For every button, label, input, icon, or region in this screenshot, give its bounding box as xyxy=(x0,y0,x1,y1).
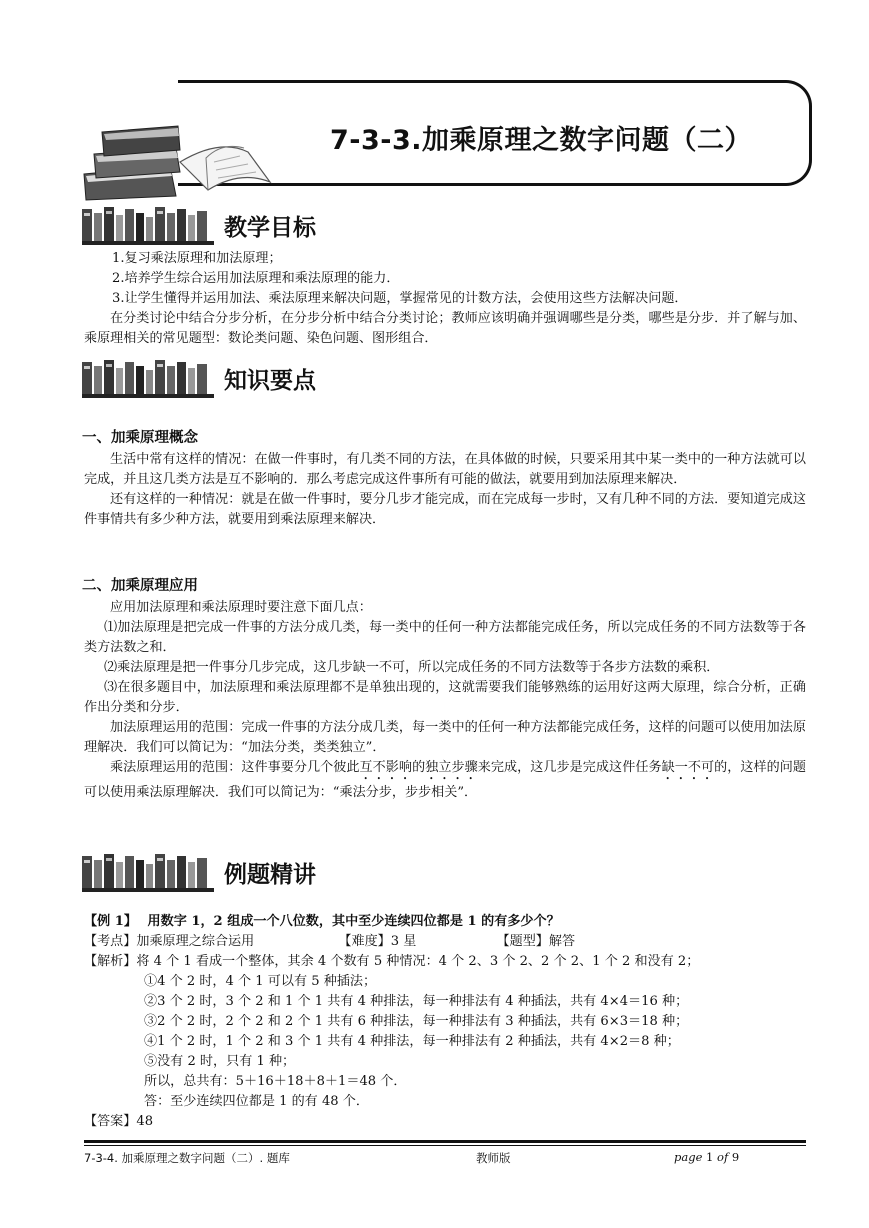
bookshelf-icon xyxy=(82,852,214,892)
page-total: 9 xyxy=(731,1150,740,1164)
meta-value: 加乘原理之综合运用 xyxy=(136,934,255,949)
part2-point: ⑴加法原理是把完成一件事的方法分成几类，每一类中的任何一种方法都能完成任务，所以完成任务的不同方法数等于各类方法数之和． xyxy=(84,620,806,655)
answer-line xyxy=(84,1112,153,1132)
part1-body xyxy=(84,450,806,530)
section-goals-title: 教学目标 xyxy=(224,215,316,241)
goals-note: 在分类讨论中结合分步分析，在分步分析中结合分类讨论；教师应该明确并强调哪些是分类，哪些是分步．并了解与加、乘原理相关的常见题型：数论类问题、染色问题、图形组合． xyxy=(84,311,806,346)
part1-para: 生活中常有这样的情况：在做一件事时，有几类不同的方法，在具体做的时候，只要采用其中某一类中的一种方法就可以完成，并且这几类方法是互不影响的．那么考虑完成这件事所有可能的做法，就要用到加法原理来解决． xyxy=(84,452,806,487)
example-question-text: 用数字 1，2 组成一个八位数，其中至少连续四位都是 1 的有多少个？ xyxy=(147,914,560,929)
example-tag: 【例 1】 xyxy=(84,914,137,929)
section-knowledge-header xyxy=(82,358,482,398)
mul-principle-range xyxy=(84,758,806,803)
mul-range-text: 乘法原理运用的范围：这件事要分几个彼此 xyxy=(110,760,360,775)
solution-line: ③2 个 2 时，2 个 2 和 2 个 1 共有 6 种排法，每一种排法有 3 种插法，共有 6×3＝18 种； xyxy=(144,1014,689,1029)
mul-range-text: 的，这样的问题可以使用乘法原理解决．我们可以简记为：“乘法分步，步步相关”． xyxy=(84,760,807,800)
solution-line: 将 4 个 1 看成一个整体，其余 4 个数有 5 种情况：4 个 2、3 个 2、2 个 2、1 个 2 和没有 2； xyxy=(136,954,700,969)
solution-line: 所以，总共有：5＋16＋18＋8＋1＝48 个． xyxy=(144,1074,407,1089)
part2-intro: 应用加法原理和乘法原理时要注意下面几点： xyxy=(110,600,372,615)
footer-rule xyxy=(84,1145,806,1146)
example-meta xyxy=(84,932,575,952)
page-title: 7-3-3.加乘原理之数字问题（二） xyxy=(330,125,753,156)
part1-para: 还有这样的一种情况：就是在做一件事时，要分几步才能完成，而在完成每一步时，又有几种不同的方法．要知道完成这件事情共有多少种方法，就要用到乘法原理来解决． xyxy=(84,492,806,527)
mul-range-emphasis: 缺一不可 xyxy=(661,760,715,775)
answer-value: 48 xyxy=(136,1114,154,1129)
page-num: 1 xyxy=(706,1150,714,1164)
section-examples-header xyxy=(82,852,482,892)
mul-range-text: 来完成，这几步是完成这件任务 xyxy=(477,760,662,775)
solution-first-line xyxy=(84,952,699,972)
mul-range-emphasis: 独立步骤 xyxy=(425,760,478,775)
footer-edition: 教师版 xyxy=(476,1151,511,1165)
solution-line: ⑤没有 2 时，只有 1 种； xyxy=(144,1054,296,1069)
solution-tag: 【解析】 xyxy=(84,954,137,969)
goal-item: 2.培养学生综合运用加法原理和乘法原理的能力． xyxy=(112,271,400,286)
part2-body xyxy=(84,598,806,803)
solution-line: ①4 个 2 时，4 个 1 可以有 5 种插法； xyxy=(144,974,377,989)
section-knowledge-title: 知识要点 xyxy=(224,368,316,394)
of-word: of xyxy=(717,1150,729,1164)
section-examples-title: 例题精讲 xyxy=(224,862,316,888)
meta-tag: 【题型】 xyxy=(496,934,549,949)
books-stack-icon xyxy=(80,118,280,202)
solution-line: ④1 个 2 时，1 个 2 和 3 个 1 共有 4 种排法，每一种排法有 2 种插法，共有 4×2＝8 种； xyxy=(144,1034,680,1049)
mul-range-emphasis: 互不影响 xyxy=(359,760,413,775)
footer-page-number xyxy=(674,1150,739,1164)
page-word: page xyxy=(674,1150,703,1164)
goals-list xyxy=(84,249,806,349)
part1-heading: 一、加乘原理概念 xyxy=(82,430,198,446)
solution-line: 答：至少连续四位都是 1 的有 48 个． xyxy=(144,1094,369,1109)
example-question xyxy=(84,912,560,932)
goal-item: 1.复习乘法原理和加法原理； xyxy=(112,251,282,266)
meta-value: 3 星 xyxy=(390,934,417,949)
footer-rule xyxy=(84,1140,806,1143)
meta-tag: 【考点】 xyxy=(84,934,137,949)
bookshelf-icon xyxy=(82,358,214,398)
part2-point: ⑵乘法原理是把一件事分几步完成，这几步缺一不可，所以完成任务的不同方法数等于各步方法数的乘积． xyxy=(104,660,720,675)
meta-value: 解答 xyxy=(548,934,576,949)
bookshelf-icon xyxy=(82,205,214,245)
section-goals-header xyxy=(82,205,482,245)
meta-tag: 【难度】 xyxy=(338,934,391,949)
solution-line: ②3 个 2 时，3 个 2 和 1 个 1 共有 4 种排法，每一种排法有 4 种插法，共有 4×4＝16 种； xyxy=(144,994,689,1009)
part2-heading: 二、加乘原理应用 xyxy=(82,578,198,594)
footer-doc-name: 7-3-4. 加乘原理之数字问题（二）. 题库 xyxy=(84,1151,290,1165)
goal-item: 3.让学生懂得并运用加法、乘法原理来解决问题，掌握常见的计数方法，会使用这些方法解决问题． xyxy=(112,291,688,306)
mul-range-text: 的 xyxy=(412,760,426,775)
part2-point: ⑶在很多题目中，加法原理和乘法原理都不是单独出现的，这就需要我们能够熟练的运用好这两大原理，综合分析，正确作出分类和分步． xyxy=(84,680,806,715)
add-principle-range: 加法原理运用的范围：完成一件事的方法分成几类，每一类中的任何一种方法都能完成任务，这样的问题可以使用加法原理解决．我们可以简记为：“加法分类，类类独立”． xyxy=(84,720,806,755)
answer-tag: 【答案】 xyxy=(84,1114,137,1129)
